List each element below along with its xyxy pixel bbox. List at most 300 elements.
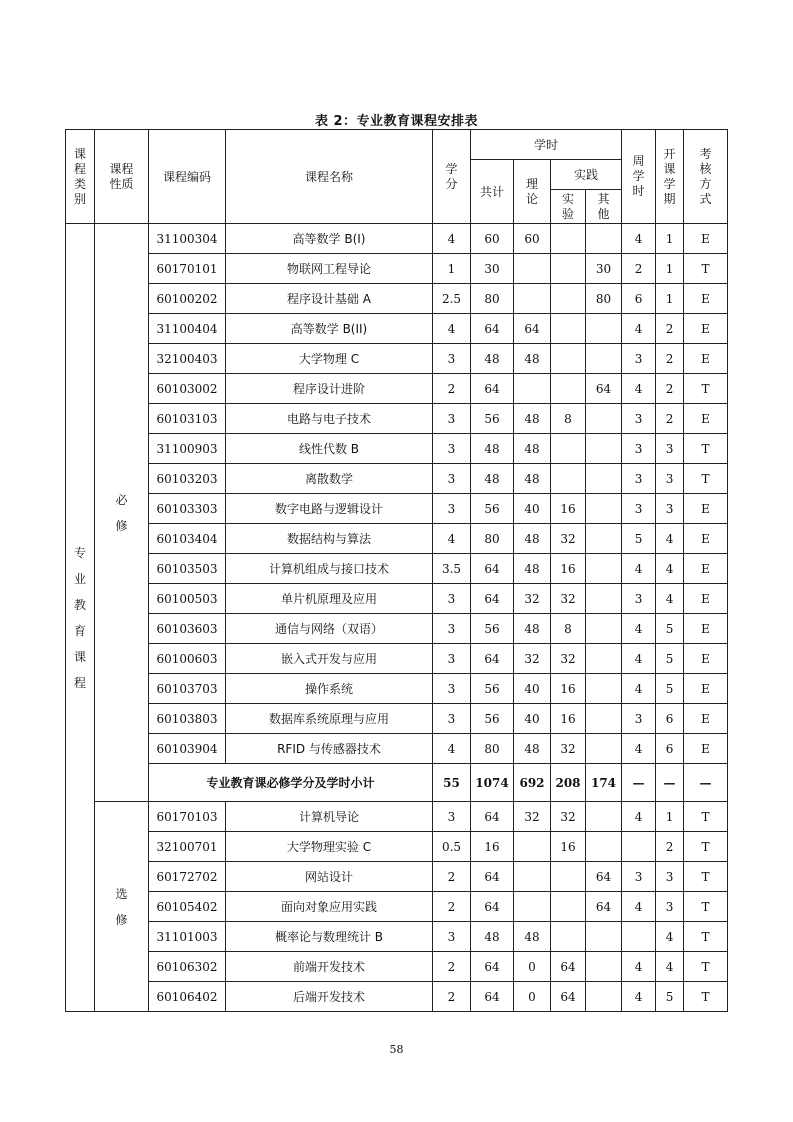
header-weekly-hours: 周学时 [622, 130, 656, 224]
course-theory: 48 [514, 434, 551, 464]
course-code: 31100404 [149, 314, 226, 344]
course-other: 80 [586, 284, 622, 314]
course-semester: 4 [656, 524, 684, 554]
course-theory [514, 374, 551, 404]
course-experiment [551, 224, 586, 254]
course-weekly: 3 [622, 494, 656, 524]
table-row [66, 224, 728, 254]
table-row [66, 374, 728, 404]
course-theory: 32 [514, 802, 551, 832]
subtotal-credit: 55 [433, 764, 471, 802]
course-credit: 3 [433, 344, 471, 374]
table-row [66, 952, 728, 982]
course-name: 电路与电子技术 [226, 404, 433, 434]
course-total: 64 [471, 892, 514, 922]
course-other: 30 [586, 254, 622, 284]
course-code: 60103303 [149, 494, 226, 524]
course-assess: T [684, 374, 728, 404]
course-theory: 0 [514, 982, 551, 1012]
table-row [66, 734, 728, 764]
course-semester: 5 [656, 614, 684, 644]
subtotal-weekly: — [622, 764, 656, 802]
course-name: 数据结构与算法 [226, 524, 433, 554]
table-row [66, 284, 728, 314]
course-code: 60103404 [149, 524, 226, 554]
course-semester: 5 [656, 982, 684, 1012]
course-assess: E [684, 674, 728, 704]
course-assess: E [684, 224, 728, 254]
course-experiment [551, 862, 586, 892]
course-credit: 2 [433, 892, 471, 922]
course-assess: E [684, 404, 728, 434]
course-credit: 3 [433, 802, 471, 832]
course-credit: 2 [433, 952, 471, 982]
course-name: 前端开发技术 [226, 952, 433, 982]
course-weekly: 4 [622, 554, 656, 584]
course-total: 56 [471, 704, 514, 734]
course-theory: 32 [514, 584, 551, 614]
course-experiment: 16 [551, 832, 586, 862]
course-experiment [551, 374, 586, 404]
course-total: 64 [471, 644, 514, 674]
table-row [66, 922, 728, 952]
course-credit: 3 [433, 494, 471, 524]
table-row [66, 892, 728, 922]
course-total: 64 [471, 314, 514, 344]
course-other: 64 [586, 862, 622, 892]
course-weekly: 3 [622, 404, 656, 434]
course-other: 64 [586, 892, 622, 922]
course-code: 60100202 [149, 284, 226, 314]
nature-elective-cell: 选修 [95, 802, 149, 1012]
course-semester: 3 [656, 434, 684, 464]
course-total: 48 [471, 922, 514, 952]
course-other [586, 344, 622, 374]
course-name: 大学物理 C [226, 344, 433, 374]
course-theory [514, 832, 551, 862]
subtotal-other: 174 [586, 764, 622, 802]
course-credit: 4 [433, 524, 471, 554]
table-row [66, 982, 728, 1012]
course-theory: 64 [514, 314, 551, 344]
course-semester: 5 [656, 644, 684, 674]
course-experiment [551, 284, 586, 314]
course-experiment [551, 922, 586, 952]
course-experiment [551, 434, 586, 464]
course-weekly: 3 [622, 344, 656, 374]
course-semester: 3 [656, 862, 684, 892]
course-weekly: 3 [622, 862, 656, 892]
course-name: 计算机导论 [226, 802, 433, 832]
course-code: 60172702 [149, 862, 226, 892]
course-other [586, 584, 622, 614]
header-assessment: 考核方式 [684, 130, 728, 224]
course-other [586, 524, 622, 554]
table-row [66, 524, 728, 554]
course-assess: E [684, 314, 728, 344]
course-other [586, 922, 622, 952]
subtotal-experiment: 208 [551, 764, 586, 802]
page-number: 58 [389, 1043, 404, 1056]
course-credit: 3 [433, 674, 471, 704]
table-row [66, 674, 728, 704]
course-semester: 6 [656, 704, 684, 734]
course-weekly: 4 [622, 374, 656, 404]
course-total: 64 [471, 952, 514, 982]
course-name: 计算机组成与接口技术 [226, 554, 433, 584]
header-semester: 开课学期 [656, 130, 684, 224]
course-semester: 2 [656, 832, 684, 862]
course-other [586, 832, 622, 862]
course-total: 60 [471, 224, 514, 254]
course-total: 80 [471, 734, 514, 764]
course-weekly: 4 [622, 314, 656, 344]
course-weekly [622, 832, 656, 862]
course-semester: 4 [656, 922, 684, 952]
course-total: 30 [471, 254, 514, 284]
course-theory [514, 254, 551, 284]
course-experiment: 64 [551, 952, 586, 982]
course-semester: 4 [656, 554, 684, 584]
course-credit: 4 [433, 314, 471, 344]
course-code: 60103904 [149, 734, 226, 764]
table-row [66, 434, 728, 464]
course-code: 31100304 [149, 224, 226, 254]
course-theory: 48 [514, 554, 551, 584]
course-weekly: 3 [622, 584, 656, 614]
table-row [66, 314, 728, 344]
course-total: 56 [471, 494, 514, 524]
header-credit: 学分 [433, 130, 471, 224]
course-other [586, 494, 622, 524]
table-body [66, 224, 728, 1012]
course-code: 60106302 [149, 952, 226, 982]
course-credit: 4 [433, 224, 471, 254]
course-theory [514, 862, 551, 892]
course-total: 48 [471, 434, 514, 464]
course-semester: 3 [656, 494, 684, 524]
course-assess: E [684, 644, 728, 674]
course-credit: 3 [433, 464, 471, 494]
course-weekly: 4 [622, 644, 656, 674]
course-semester: 6 [656, 734, 684, 764]
course-credit: 3 [433, 434, 471, 464]
course-experiment: 32 [551, 802, 586, 832]
course-code: 60103703 [149, 674, 226, 704]
course-code: 31101003 [149, 922, 226, 952]
course-code: 60100603 [149, 644, 226, 674]
course-semester: 3 [656, 892, 684, 922]
course-credit: 3 [433, 704, 471, 734]
course-theory: 48 [514, 344, 551, 374]
table-header [66, 130, 728, 224]
course-other [586, 952, 622, 982]
course-theory: 48 [514, 734, 551, 764]
course-assess: T [684, 434, 728, 464]
course-experiment [551, 892, 586, 922]
table-row [66, 404, 728, 434]
course-assess: T [684, 892, 728, 922]
course-weekly [622, 922, 656, 952]
header-hours: 学时 [471, 130, 622, 160]
table-row [66, 644, 728, 674]
course-assess: T [684, 922, 728, 952]
header-other: 其他 [586, 190, 622, 224]
header-nature: 课程性质 [95, 130, 149, 224]
course-other [586, 674, 622, 704]
header-name: 课程名称 [226, 130, 433, 224]
course-assess: E [684, 584, 728, 614]
subtotal-theory: 692 [514, 764, 551, 802]
course-other: 64 [586, 374, 622, 404]
course-weekly: 4 [622, 734, 656, 764]
course-semester: 1 [656, 802, 684, 832]
course-assess: T [684, 254, 728, 284]
course-name: 离散数学 [226, 464, 433, 494]
course-credit: 3 [433, 922, 471, 952]
course-total: 56 [471, 614, 514, 644]
course-code: 60106402 [149, 982, 226, 1012]
subtotal-assess: — [684, 764, 728, 802]
subtotal-semester: — [656, 764, 684, 802]
course-assess: T [684, 862, 728, 892]
course-weekly: 5 [622, 524, 656, 554]
course-assess: E [684, 554, 728, 584]
course-code: 32100701 [149, 832, 226, 862]
course-experiment [551, 464, 586, 494]
course-name: 单片机原理及应用 [226, 584, 433, 614]
course-semester: 5 [656, 674, 684, 704]
course-credit: 3 [433, 404, 471, 434]
course-semester: 2 [656, 374, 684, 404]
subtotal-total: 1074 [471, 764, 514, 802]
course-experiment: 32 [551, 644, 586, 674]
table-row [66, 614, 728, 644]
course-experiment: 16 [551, 674, 586, 704]
course-code: 60170101 [149, 254, 226, 284]
table-row [66, 464, 728, 494]
course-experiment: 16 [551, 494, 586, 524]
course-credit: 3 [433, 584, 471, 614]
course-code: 60103103 [149, 404, 226, 434]
header-total: 共计 [471, 160, 514, 224]
course-total: 64 [471, 374, 514, 404]
course-assess: T [684, 832, 728, 862]
course-assess: E [684, 704, 728, 734]
course-theory: 48 [514, 464, 551, 494]
course-experiment: 16 [551, 554, 586, 584]
course-name: 线性代数 B [226, 434, 433, 464]
course-code: 60100503 [149, 584, 226, 614]
course-name: 嵌入式开发与应用 [226, 644, 433, 674]
course-name: 面向对象应用实践 [226, 892, 433, 922]
course-weekly: 4 [622, 674, 656, 704]
course-name: 网站设计 [226, 862, 433, 892]
course-name: 程序设计进阶 [226, 374, 433, 404]
course-total: 48 [471, 464, 514, 494]
course-assess: E [684, 734, 728, 764]
course-credit: 3 [433, 644, 471, 674]
course-other [586, 314, 622, 344]
table-row [66, 584, 728, 614]
course-assess: T [684, 952, 728, 982]
course-total: 64 [471, 584, 514, 614]
course-code: 60103002 [149, 374, 226, 404]
course-code: 32100403 [149, 344, 226, 374]
course-name: 通信与网络（双语） [226, 614, 433, 644]
course-semester: 3 [656, 464, 684, 494]
header-theory: 理论 [514, 160, 551, 224]
course-weekly: 2 [622, 254, 656, 284]
course-experiment: 64 [551, 982, 586, 1012]
course-assess: E [684, 344, 728, 374]
course-experiment: 16 [551, 704, 586, 734]
table-row [66, 254, 728, 284]
course-total: 16 [471, 832, 514, 862]
course-other [586, 802, 622, 832]
course-name: 高等数学 B(II) [226, 314, 433, 344]
course-other [586, 224, 622, 254]
course-weekly: 3 [622, 704, 656, 734]
table-row [66, 832, 728, 862]
course-name: 高等数学 B(I) [226, 224, 433, 254]
course-weekly: 4 [622, 224, 656, 254]
course-weekly: 4 [622, 802, 656, 832]
table-caption: 表 2：专业教育课程安排表 [314, 114, 479, 129]
course-credit: 2.5 [433, 284, 471, 314]
course-theory: 40 [514, 704, 551, 734]
course-theory: 48 [514, 524, 551, 554]
course-weekly: 6 [622, 284, 656, 314]
course-assess: E [684, 524, 728, 554]
course-assess: T [684, 802, 728, 832]
course-credit: 3 [433, 614, 471, 644]
header-code: 课程编码 [149, 130, 226, 224]
course-name: 大学物理实验 C [226, 832, 433, 862]
course-weekly: 3 [622, 434, 656, 464]
course-assess: T [684, 982, 728, 1012]
course-semester: 1 [656, 284, 684, 314]
course-credit: 4 [433, 734, 471, 764]
course-weekly: 3 [622, 464, 656, 494]
course-experiment [551, 254, 586, 284]
course-theory [514, 892, 551, 922]
course-total: 80 [471, 524, 514, 554]
course-theory: 48 [514, 922, 551, 952]
table-row [66, 862, 728, 892]
course-other [586, 434, 622, 464]
table-row [66, 554, 728, 584]
course-name: 操作系统 [226, 674, 433, 704]
course-name: 概率论与数理统计 B [226, 922, 433, 952]
course-code: 60103803 [149, 704, 226, 734]
course-semester: 4 [656, 584, 684, 614]
course-code: 60103503 [149, 554, 226, 584]
course-name: RFID 与传感器技术 [226, 734, 433, 764]
course-other [586, 734, 622, 764]
course-code: 31100903 [149, 434, 226, 464]
course-code: 60105402 [149, 892, 226, 922]
course-other [586, 704, 622, 734]
course-assess: T [684, 464, 728, 494]
course-semester: 2 [656, 314, 684, 344]
course-credit: 3.5 [433, 554, 471, 584]
course-total: 64 [471, 802, 514, 832]
course-total: 64 [471, 862, 514, 892]
course-theory: 40 [514, 494, 551, 524]
course-code: 60103603 [149, 614, 226, 644]
course-name: 数据库系统原理与应用 [226, 704, 433, 734]
course-experiment [551, 314, 586, 344]
course-experiment: 8 [551, 614, 586, 644]
course-semester: 2 [656, 344, 684, 374]
course-weekly: 4 [622, 982, 656, 1012]
course-name: 后端开发技术 [226, 982, 433, 1012]
course-theory: 32 [514, 644, 551, 674]
course-code: 60170103 [149, 802, 226, 832]
course-experiment: 8 [551, 404, 586, 434]
course-name: 物联网工程导论 [226, 254, 433, 284]
course-theory: 48 [514, 614, 551, 644]
course-name: 程序设计基础 A [226, 284, 433, 314]
nature-required-cell: 必修 [95, 224, 149, 802]
course-experiment: 32 [551, 584, 586, 614]
course-total: 64 [471, 554, 514, 584]
course-theory: 0 [514, 952, 551, 982]
course-total: 48 [471, 344, 514, 374]
course-other [586, 464, 622, 494]
course-other [586, 614, 622, 644]
course-total: 64 [471, 982, 514, 1012]
table-row [66, 704, 728, 734]
course-experiment [551, 344, 586, 374]
course-other [586, 982, 622, 1012]
course-weekly: 4 [622, 614, 656, 644]
course-theory [514, 284, 551, 314]
course-theory: 40 [514, 674, 551, 704]
course-semester: 4 [656, 952, 684, 982]
table-row [66, 494, 728, 524]
course-schedule-table [65, 129, 728, 1012]
course-code: 60103203 [149, 464, 226, 494]
table-row [66, 802, 728, 832]
course-other [586, 404, 622, 434]
course-semester: 1 [656, 224, 684, 254]
course-assess: E [684, 614, 728, 644]
course-credit: 2 [433, 862, 471, 892]
course-weekly: 4 [622, 892, 656, 922]
course-other [586, 644, 622, 674]
course-credit: 2 [433, 374, 471, 404]
course-total: 56 [471, 674, 514, 704]
table-row [66, 344, 728, 374]
course-name: 数字电路与逻辑设计 [226, 494, 433, 524]
course-total: 80 [471, 284, 514, 314]
course-semester: 2 [656, 404, 684, 434]
course-credit: 1 [433, 254, 471, 284]
subtotal-row [66, 764, 728, 802]
course-experiment: 32 [551, 524, 586, 554]
course-weekly: 4 [622, 952, 656, 982]
category-cell: 专业教育课程 [66, 224, 95, 1012]
course-credit: 0.5 [433, 832, 471, 862]
course-semester: 1 [656, 254, 684, 284]
header-practice: 实践 [551, 160, 622, 190]
course-theory: 48 [514, 404, 551, 434]
header-category: 课程类别 [66, 130, 95, 224]
course-other [586, 554, 622, 584]
course-assess: E [684, 494, 728, 524]
